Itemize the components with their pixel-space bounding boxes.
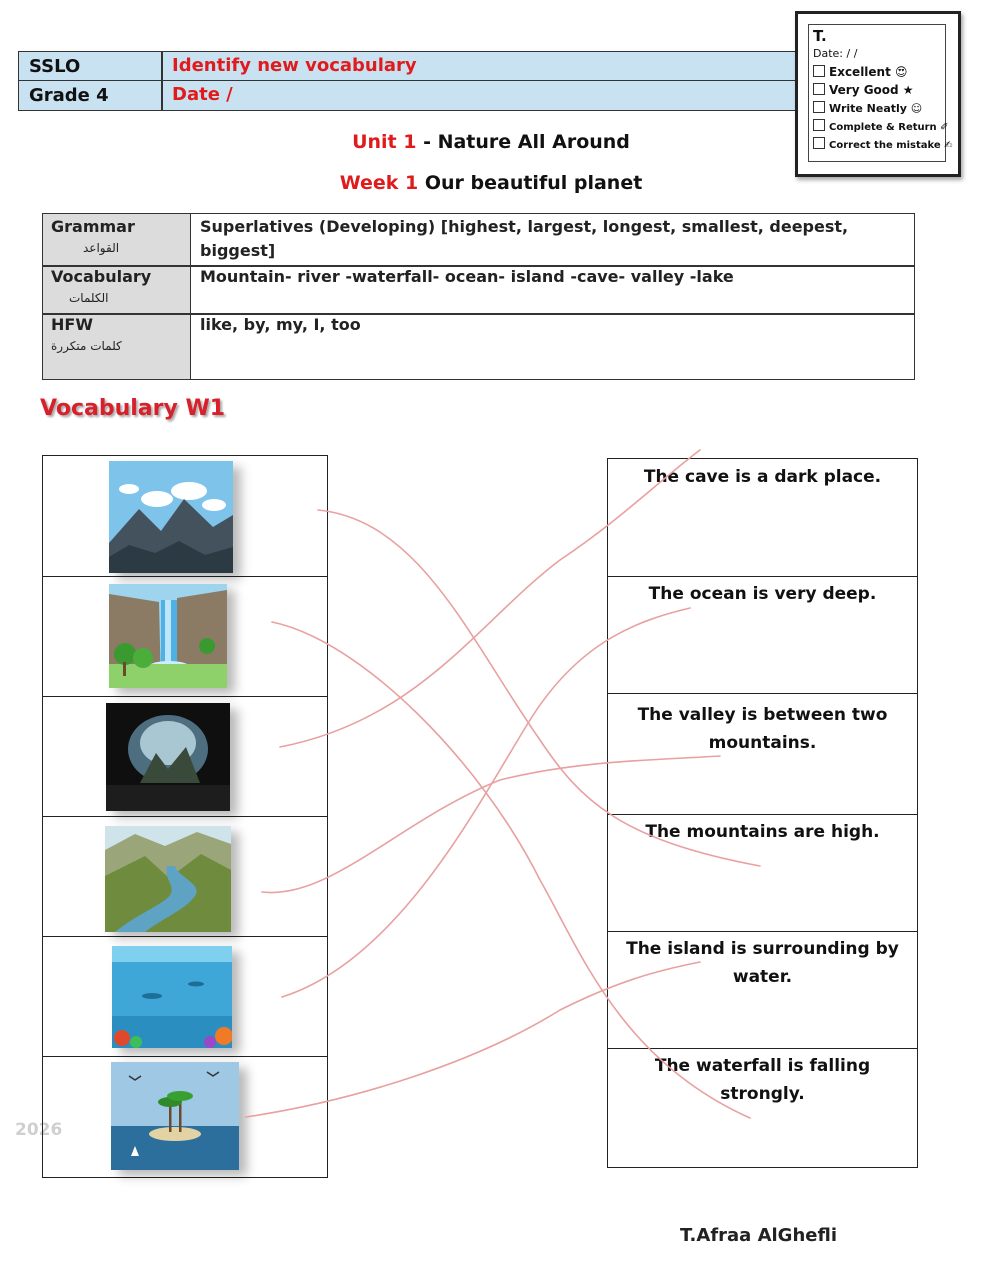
teacher-signature: T.Afraa AlGhefli xyxy=(680,1225,837,1246)
vocabulary-arabic: الكلمات xyxy=(69,291,109,305)
vocabulary-label: Vocabulary xyxy=(51,267,152,286)
sentence-text: The island is surrounding by water. xyxy=(626,939,899,987)
grammar-label: Grammar xyxy=(51,217,135,236)
unit-number: Unit 1 xyxy=(352,131,417,153)
match-line xyxy=(262,756,720,893)
sslo-label: SSLO xyxy=(29,56,81,77)
watermark-year: 2026 xyxy=(15,1120,63,1140)
week-name: Our beautiful planet xyxy=(418,172,643,194)
checkbox-label: Complete & Return ✐ xyxy=(829,122,949,133)
evaluation-date: Date: / / xyxy=(813,47,858,60)
match-line xyxy=(246,962,700,1117)
teacher-initial: T. xyxy=(813,27,827,45)
grade-label: Grade 4 xyxy=(29,85,109,106)
checkbox-label: Excellent 😍 xyxy=(829,65,908,79)
sentence-text: The cave is a dark place. xyxy=(643,467,882,487)
grammar-text: Superlatives (Developing) [highest, largest, longest, smallest, deepest, biggest] xyxy=(200,217,849,260)
checkbox-label: Correct the mistake ✍ xyxy=(829,140,953,151)
hfw-label: HFW xyxy=(51,315,93,334)
grammar-arabic: القواعد xyxy=(83,241,120,255)
sentence-text: The ocean is very deep. xyxy=(648,584,877,604)
section-title: Vocabulary W1 xyxy=(40,396,226,421)
match-line xyxy=(282,608,690,997)
checkbox-label: Write Neatly ☺ xyxy=(829,102,923,115)
sentence-text: The waterfall is falling strongly. xyxy=(654,1056,871,1104)
date-label: Date / xyxy=(172,84,233,105)
hfw-text: like, by, my, I, too xyxy=(200,315,361,334)
sslo-value: Identify new vocabulary xyxy=(172,55,417,76)
vocabulary-text: Mountain- river -waterfall- ocean- island -cave- valley -lake xyxy=(200,267,734,286)
sentence-text: The valley is between two mountains. xyxy=(637,705,888,753)
match-line xyxy=(318,510,760,866)
match-line xyxy=(280,450,700,747)
checkbox-label: Very Good ★ xyxy=(829,83,914,97)
unit-name: - Nature All Around xyxy=(416,131,630,153)
week-number: Week 1 xyxy=(339,172,419,194)
sentence-text: The mountains are high. xyxy=(645,822,880,842)
hfw-arabic: كلمات متكررة xyxy=(51,339,122,353)
